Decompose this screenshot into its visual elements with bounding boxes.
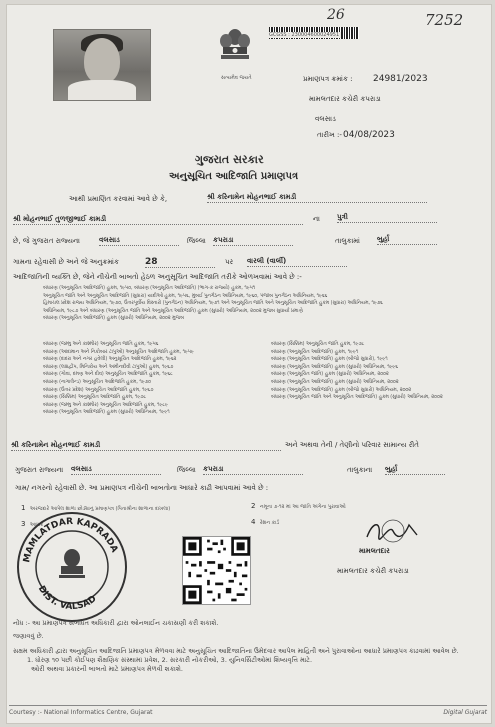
order-item: બંધારણ (અનુસૂચિત આદિજાતિ) હુકમ (બીજો સુધારો) અધિનિયમ, ૨૦૦૨ bbox=[271, 387, 412, 393]
intro-text: આથી પ્રમાણિત કરવામાં આવે છે કે, bbox=[69, 195, 168, 203]
relation-label: ના bbox=[313, 215, 320, 223]
legal-line: બંધારણ (અનુસૂચિત આદિજાતિ) હુકમ, ૧૯૫૦, બંધારણ (અનુસૂચિત આદિજાતિ) (ભાગ-ક રાજ્યો) હુકમ, ૧૯૫૧ bbox=[43, 286, 256, 291]
qr-code bbox=[182, 536, 251, 605]
svg-text:MAMLATDAR KAPRADA: MAMLATDAR KAPRADA bbox=[22, 516, 120, 564]
order-item: બંધારણ (અનુસૂચિત આદિજાતિ) હુકમ (બીજો સુધારો), ૧૯૯૧ bbox=[271, 357, 388, 363]
taluka-value: વલસાડ bbox=[99, 236, 179, 246]
note-line: સક્ષમ અધિકારી દ્વારા અનુસૂચિત આદિજાતિ પ્રમાણપત્ર મેળવવા માટે અનુસૂચિત આદિજાતિના ઉમેદવાર આપેલ માહિતી અને પુરાવાઓના આધારે પ્રમાણપત્ર કાઢવામાં આવેલ છે. bbox=[13, 647, 459, 655]
note-line: જણાવવું છે. bbox=[13, 632, 44, 640]
order-item: બંધારણ (જમ્મુ અને કાશ્મીર) અનુસૂચિત જાતિ હુકમ, ૧૯૫૬ bbox=[43, 342, 159, 347]
handwritten-number: 26 bbox=[327, 7, 345, 23]
para1: આદિજાતિની વ્યક્તિ છે, જેને નીચેની બાબતો હેઠળ અનુસૂચિત આદિજાતિ તરીકે ઓળખવામાં આવે છે :- bbox=[13, 273, 302, 281]
taluka2-label: તાલુકાના bbox=[347, 466, 373, 474]
svg-text:DIST. VALSAD: DIST. VALSAD bbox=[35, 584, 99, 613]
footer bbox=[9, 705, 487, 716]
order-item: બંધારણ (અનુસૂચિત આદિજાતિ) હુકમ, ૧૯૯૧ bbox=[271, 349, 359, 355]
legal-line: અનુસૂચિત જાતિ અને અનુસૂચિત આદિજાતિ (સુધારા) યાદીઓ હુકમ, ૧૯૫૬, મુંબઈ પુનર્ગઠન અધિનિયમ, ૧૯૬૦, પંજાબ પુનર્ગઠન અધિનિયમ, ૧૯૬૬ bbox=[43, 293, 328, 299]
issuing-office: મામલતદાર કચેરી કપરાડા bbox=[309, 95, 381, 103]
legal-paragraph bbox=[43, 285, 483, 323]
basis-item-3: 3 આધાર bbox=[21, 520, 44, 528]
legal-line: અધિનિયમ, ૧૯૮૭ અને બંધારણ (અનુસૂચિત જાતિ અને અનુસૂચિત આદિજાતિ) હુકમ (સુધારો) અધિનિયમ, ૨૦૦૨ મુજબ સુધાર્યા પ્રમાણે bbox=[43, 308, 303, 314]
order-item: બંધારણ (ઉત્તર પ્રદેશ) અનુસૂચિત આદિજાતિ હુકમ, ૧૯૬૭ bbox=[43, 387, 154, 393]
district-value: કપરાડા bbox=[213, 236, 293, 246]
order-item: બંધારણ (અનુસૂચિત આદિજાતિ) હુકમ (સુધારો) અધિનિયમ, ૧૯૯૧ bbox=[43, 410, 170, 416]
orders-right-column bbox=[271, 341, 481, 402]
order-item: બંધારણ (સિક્કિમ) અનુસૂચિત આદિજાતિ હુકમ, ૧૯૭૮ bbox=[43, 395, 147, 401]
order-item: બંધારણ (ગોવા, દમણ અને દીવ) અનુસૂચિત આદિજાતિ હુકમ, ૧૯૬૮ bbox=[43, 372, 173, 378]
village-value: બુર્હા bbox=[377, 235, 437, 245]
issue-date: 04/08/2023 bbox=[343, 130, 395, 140]
village2-value: બુર્હા bbox=[385, 465, 445, 475]
signatory-designation: મામલતદાર bbox=[359, 547, 390, 555]
header-district: વલસાડ bbox=[315, 115, 336, 123]
village2-text: ગામ/ નગરનો રહેવાસી છે. આ પ્રમાણપત્ર નીચેની બાબતોના આધારે કાઢી આપવામાં આવે છે : bbox=[15, 484, 269, 492]
date-label: તારીખ :- bbox=[317, 131, 342, 139]
holder-name-2: શ્રી કરિનામેન મોહનભાઈ કામડી bbox=[11, 441, 281, 451]
holder-name: શ્રી કરિનામેન મોહનભાઈ કામડી bbox=[207, 193, 427, 203]
cert-no: 24981/2023 bbox=[373, 74, 428, 84]
district2-label: જિલ્લા bbox=[177, 466, 196, 474]
emblem-caption: સત્યમેવ જયતે bbox=[221, 75, 252, 81]
footer-brand: Digital Gujarat bbox=[443, 709, 487, 716]
basis-item-1: 1 અરજદારે આપેલ શાળા છોડ્યાનું પ્રમાણપત્ર (પિતાશ્રીના શાળાના દાખલા) bbox=[21, 504, 171, 512]
order-item: બંધારણ (અનુસૂચિત આદિજાતિ) હુકમ (સુધારો) અધિનિયમ, ૨૦૦૨ bbox=[271, 379, 399, 385]
order-item: બંધારણ (અનુસૂચિત જાતિ અને અનુસૂચિત આદિજાતિ) હુકમ (સુધારો) અધિનિયમ, ૨૦૦૨ bbox=[271, 395, 443, 401]
district2-value: વલસાડ bbox=[71, 465, 161, 475]
family-text: અને અથવા તેની / તેણીનો પરિવાર સામાન્ય રીતે bbox=[285, 441, 419, 449]
government-title: ગુજરાત સરકાર bbox=[195, 153, 264, 166]
official-seal bbox=[15, 510, 129, 624]
relation: પુત્રી bbox=[337, 213, 437, 223]
community: વારલી (વાર્લી) bbox=[247, 257, 347, 267]
order-item: બંધારણ (અનુસૂચિત જાતિ) હુકમ (સુધારો) અધિનિયમ, ૨૦૦૨ bbox=[271, 372, 389, 378]
order-item: બંધારણ (સિક્કિમ) અનુસૂચિત જાતિ હુકમ, ૧૯૭૮ bbox=[271, 342, 365, 347]
entry-label: ગામના રહેવાસી છે અને જે અનુક્રમાંક bbox=[13, 258, 119, 266]
taluka-label: તાલુકામાં bbox=[335, 237, 360, 245]
taluka2-value: કપરાડા bbox=[203, 465, 303, 475]
national-emblem-icon bbox=[217, 27, 253, 73]
note-line: 1. ધોરણ ૧૦ પછી કોઈપણ શૈક્ષણિક સંસ્થામાં પ્રવેશ, 2. સરકારી નોકરીઓ, 3. યુનિવર્સિટીઓમાં શિષ્યવૃત્તિ માટે. bbox=[27, 656, 313, 664]
note-line: ઓરી અથવા પ્રકારની બાબતો માટે પ્રમાણપત્ર મેળવી શકાશે. bbox=[31, 665, 183, 673]
basis-item-4: 4 રેશન કાર્ડ bbox=[251, 518, 280, 526]
order-item: બંધારણ (આંદામાન અને નિકોબાર ટાપુઓ) અનુસૂચિત આદિજાતિ હુકમ, ૧૯૫૯ bbox=[43, 349, 194, 355]
legal-line: બંધારણ (અનુસૂચિત આદિજાતિ) હુકમ (સુધારો) અધિનિયમ, ૨૦૦૨ મુજબ bbox=[43, 316, 184, 322]
state-prefix: છે, જે ગુજરાત રાજ્યના bbox=[13, 237, 80, 245]
handwritten-corner-number: 7252 bbox=[425, 11, 464, 29]
certificate-title: અનુસૂચિત આદિજાતિ પ્રમાણપત્ર bbox=[169, 171, 299, 182]
order-item: બંધારણ (નાગાલેન્ડ) અનુસૂચિત આદિજાતિ હુકમ, ૧૯૭૦ bbox=[43, 379, 151, 385]
order-item: બંધારણ (અનુસૂચિત આદિજાતિ) હુકમ (સુધારો) અધિનિયમ, ૧૯૯૬ bbox=[271, 364, 398, 370]
signature bbox=[363, 517, 423, 545]
barcode-id: GCGSS : 230004600024951 bbox=[269, 32, 340, 38]
basis-item-2: 2 નમૂના ૭-૧૨ માં આ જાતિ અંગેના પુરાવાઓ bbox=[251, 502, 346, 510]
applicant-photo bbox=[53, 29, 151, 101]
certificate-page bbox=[6, 4, 492, 724]
cert-no-label: પ્રમાણપત્ર ક્રમાંક : bbox=[303, 75, 353, 83]
orders-left-column bbox=[43, 341, 243, 417]
community-label: પર bbox=[225, 258, 234, 266]
district-label: જિલ્લા bbox=[187, 237, 206, 245]
father-name: શ્રી મોહનભાઈ તુળજીભાઈ કામડી bbox=[13, 215, 303, 225]
signatory-office: મામલતદાર કચેરી કપરાડા bbox=[337, 567, 409, 575]
notes-section bbox=[13, 619, 483, 674]
order-item: બંધારણ (જમ્મુ અને કાશ્મીર) અનુસૂચિત આદિજાતિ હુકમ, ૧૯૮૯ bbox=[43, 402, 168, 408]
legal-line: હિમાચલ પ્રદેશ રાજ્ય અધિનિયમ, ૧૯૭૦, ઉત્તરપૂર્વીય વિસ્તારો (પુનર્ગઠન) અધિનિયમ, ૧૯૭૧ અને અનુસૂચિત જાતિ અને અનુસૂચિત આદિજાતિ હુકમ (સુધારા) અધિનિયમ, ૧૯૭૬ bbox=[43, 301, 383, 307]
footer-courtesy: Courtesy :- National Informatics Centre, Gujarat bbox=[9, 709, 153, 716]
entry-no: 28 bbox=[145, 257, 215, 268]
order-item: બંધારણ (દાદરા અને નગર હવેલી) અનુસૂચિત આદિજાતિ હુકમ, ૧૯૬૨ bbox=[43, 357, 177, 363]
state2-label: ગુજરાત રાજ્યના bbox=[15, 466, 64, 474]
note-line: નોંધ :- આ પ્રમાણપત્ર સંબંધિત અધિકારી દ્વારા ઓનલાઈન ચકાસણી કરી શકાશે. bbox=[13, 619, 219, 627]
order-item: બંધારણ (લક્ષદ્વીપ, મિનિકોય અને અમીનદીવી ટાપુઓ) હુકમ, ૧૯૬૭ bbox=[43, 364, 174, 370]
